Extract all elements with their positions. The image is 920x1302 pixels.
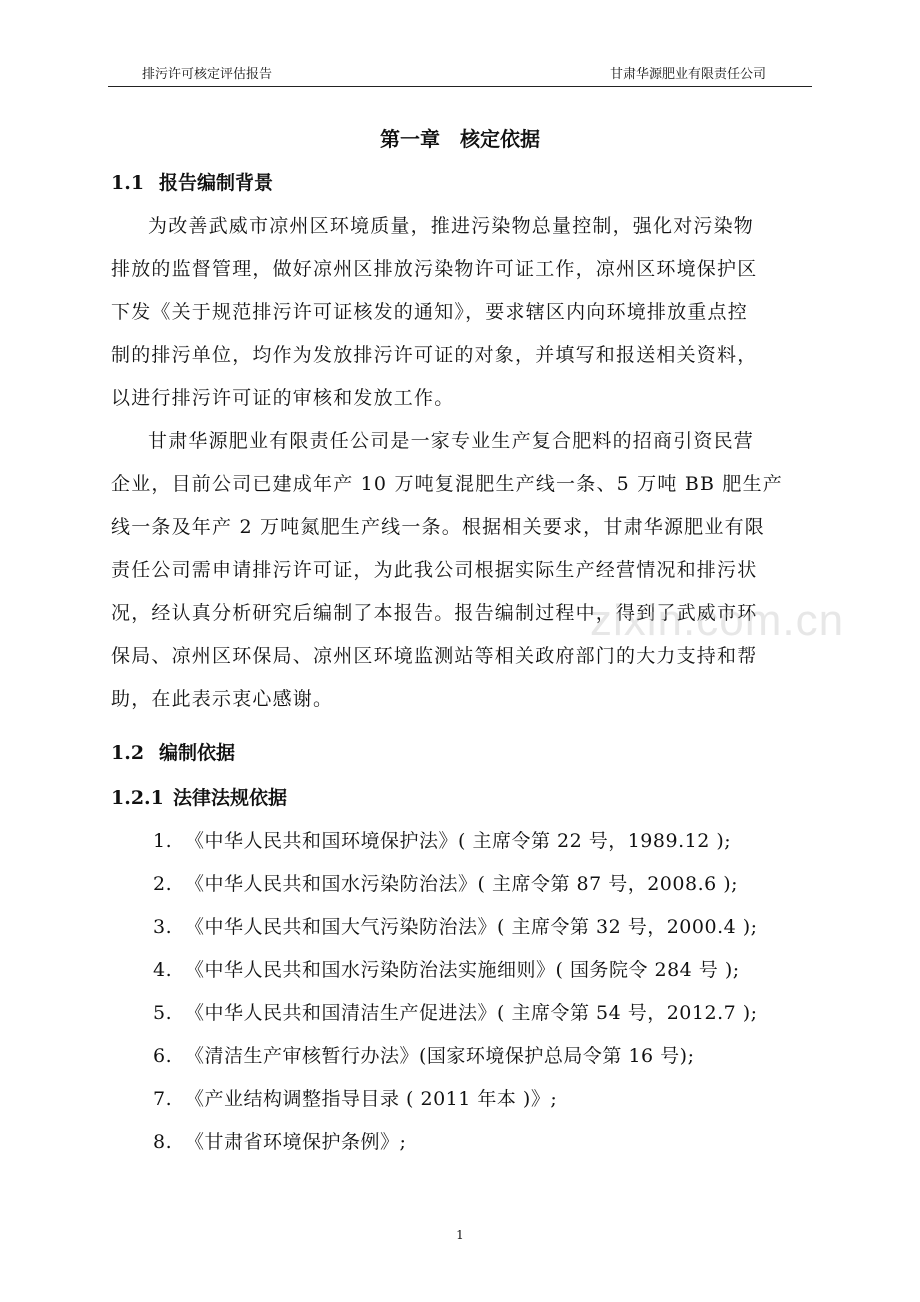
list-item-text: 《甘肃省环境保护条例》;: [185, 1131, 407, 1153]
header-company-name: 甘肃华源肥业有限责任公司: [609, 67, 766, 82]
list-item-number: 8.: [153, 1131, 173, 1153]
section-title: 法律法规依据: [173, 787, 288, 809]
paragraph-1-line: 制的排污单位，均作为发放排污许可证的对象，并填写和报送相关资料，: [111, 344, 758, 366]
section-heading-1-2: [111, 738, 235, 768]
paragraph-2-line: 助，在此表示衷心感谢。: [111, 688, 334, 710]
list-item-number: 2.: [153, 873, 173, 895]
paragraph-2-line: 保局、凉州区环保局、凉州区环境监测站等相关政府部门的大力支持和帮: [111, 645, 758, 667]
list-item-number: 5.: [153, 1002, 173, 1024]
chapter-title: 第一章 核定依据: [380, 127, 540, 151]
section-title: 报告编制背景: [159, 172, 274, 194]
page-number: 1: [456, 1228, 464, 1242]
list-item-text: 《中华人民共和国水污染防治法实施细则》( 国务院令 284 号 );: [185, 959, 740, 981]
list-item: [153, 1084, 557, 1114]
list-item: [153, 912, 758, 942]
section-heading-1-2-1: [111, 783, 287, 813]
list-item-text: 《中华人民共和国水污染防治法》( 主席令第 87 号，2008.6 );: [185, 873, 739, 895]
list-item: [153, 955, 740, 985]
list-item: [153, 998, 758, 1028]
paragraph-1-line: 以进行排污许可证的审核和发放工作。: [111, 387, 455, 409]
paragraph-1-line: 下发《关于规范排污许可证核发的通知》，要求辖区内向环境排放重点控: [111, 301, 748, 323]
list-item-number: 7.: [153, 1088, 173, 1110]
list-item-number: 4.: [153, 959, 173, 981]
list-item-text: 《中华人民共和国大气污染防治法》( 主席令第 32 号，2000.4 );: [185, 916, 758, 938]
list-item: [153, 869, 738, 899]
section-number: 1.2: [111, 742, 145, 764]
header-report-title: 排污许可核定评估报告: [142, 67, 273, 82]
paragraph-2-line: 线一条及年产 2 万吨氮肥生产线一条。根据相关要求，甘肃华源肥业有限: [111, 516, 765, 538]
list-item: [153, 1041, 694, 1071]
paragraph-1-line: 排放的监督管理，做好凉州区排放污染物许可证工作，凉州区环境保护区: [111, 258, 758, 280]
section-number: 1.1: [111, 172, 145, 194]
paragraph-1-line: 为改善武威市凉州区环境质量，推进污染物总量控制，强化对污染物: [148, 215, 755, 237]
paragraph-2-line: 甘肃华源肥业有限责任公司是一家专业生产复合肥料的招商引资民营: [148, 430, 755, 452]
list-item: [153, 1127, 406, 1157]
list-item-number: 1.: [153, 830, 173, 852]
page-header: [108, 62, 812, 87]
list-item-text: 《中华人民共和国清洁生产促进法》( 主席令第 54 号，2012.7 );: [185, 1002, 758, 1024]
paragraph-2-line: 况，经认真分析研究后编制了本报告。报告编制过程中，得到了武威市环: [111, 602, 758, 624]
list-item: [153, 826, 731, 856]
paragraph-2-line: 责任公司需申请排污许可证，为此我公司根据实际生产经营情况和排污状: [111, 559, 758, 581]
list-item-text: 《中华人民共和国环境保护法》( 主席令第 22 号，1989.12 );: [185, 830, 732, 852]
paragraph-2-line: 企业，目前公司已建成年产 10 万吨复混肥生产线一条、5 万吨 BB 肥生产: [111, 473, 783, 495]
list-item-number: 3.: [153, 916, 173, 938]
list-item-number: 6.: [153, 1045, 173, 1067]
watermark-text: zixin.com.cn: [590, 596, 845, 645]
section-heading-1-1: [111, 168, 273, 198]
list-item-text: 《清洁生产审核暂行办法》(国家环境保护总局令第 16 号);: [185, 1045, 695, 1067]
section-title: 编制依据: [159, 742, 236, 764]
list-item-text: 《产业结构调整指导目录 ( 2011 年本 )》;: [185, 1088, 558, 1110]
section-number: 1.2.1: [111, 787, 164, 809]
